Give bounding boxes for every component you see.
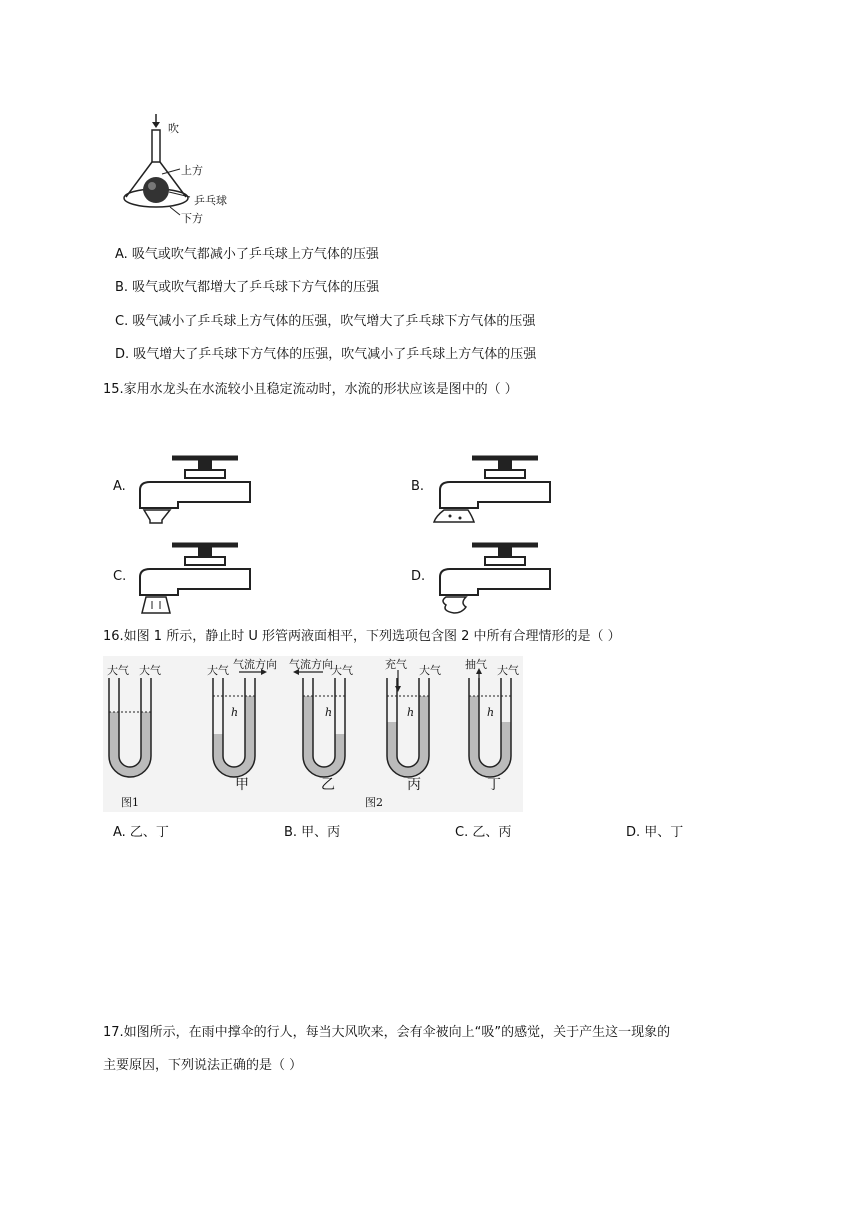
q15-option-a-label: A. bbox=[113, 479, 126, 494]
q17-stem-line1: 17.如图所示，在雨中撑伞的行人，每当大风吹来，会有伞被向上“吸”的感觉，关于产生这一现象的 bbox=[103, 1025, 671, 1040]
ding-h: h bbox=[487, 706, 495, 719]
fig2-caption: 图2 bbox=[365, 796, 383, 809]
bing-fill: 充气 bbox=[385, 658, 407, 671]
q16-stem: 16.如图 1 所示，静止时 U 形管两液面相平，下列选项包含图 2 中所有合理情形的是（ ） bbox=[103, 629, 621, 644]
q14-option-b: B. 吸气或吹气都增大了乒乓球下方气体的压强 bbox=[115, 280, 380, 295]
ding-atm: 大气 bbox=[497, 664, 519, 677]
q16-option-d: D. 甲、丁 bbox=[626, 825, 684, 840]
q16-option-b: B. 甲、丙 bbox=[284, 825, 341, 840]
q15-stem: 15.家用水龙头在水流较小且稳定流动时，水流的形状应该是图中的（ ） bbox=[103, 382, 518, 397]
label-above: 上方 bbox=[181, 164, 203, 177]
u-tube-jia bbox=[213, 678, 255, 777]
jia-h: h bbox=[231, 706, 239, 719]
ding-pump: 抽气 bbox=[465, 658, 487, 671]
fig1-atm-right: 大气 bbox=[139, 664, 161, 677]
bing-atm: 大气 bbox=[419, 664, 441, 677]
yi-name: 乙 bbox=[321, 777, 335, 793]
u-tube-diagram bbox=[103, 656, 523, 812]
bing-h: h bbox=[407, 706, 415, 719]
u-tube-ding bbox=[469, 678, 511, 777]
faucet-a-figure bbox=[130, 450, 255, 525]
yi-atm: 大气 bbox=[331, 664, 353, 677]
q16-option-a: A. 乙、丁 bbox=[113, 825, 169, 840]
ding-name: 丁 bbox=[487, 777, 501, 793]
q14-option-a: A. 吸气或吹气都减小了乒乓球上方气体的压强 bbox=[115, 247, 379, 262]
u-tube-bing bbox=[387, 678, 429, 777]
q16-option-c: C. 乙、丙 bbox=[455, 825, 512, 840]
faucet-d-figure bbox=[430, 537, 555, 615]
q15-option-c-label: C. bbox=[113, 569, 127, 584]
fig1-caption: 图1 bbox=[121, 796, 139, 809]
u-tube-yi bbox=[303, 678, 345, 777]
u-tube-fig1 bbox=[109, 678, 151, 777]
yi-flow: 气流方向 bbox=[289, 658, 333, 671]
q14-option-d: D. 吸气增大了乒乓球下方气体的压强，吹气减小了乒乓球上方气体的压强 bbox=[115, 347, 537, 362]
faucet-b-figure bbox=[430, 450, 555, 525]
label-blow: 吹 bbox=[168, 122, 179, 135]
q14-option-c: C. 吸气减小了乒乓球上方气体的压强，吹气增大了乒乓球下方气体的压强 bbox=[115, 314, 536, 329]
q17-stem-line2: 主要原因，下列说法正确的是（ ） bbox=[103, 1058, 303, 1073]
fig1-atm-left: 大气 bbox=[107, 664, 129, 677]
jia-atm: 大气 bbox=[207, 664, 229, 677]
label-ball: 乒乓球 bbox=[194, 194, 227, 207]
label-below: 下方 bbox=[181, 212, 203, 225]
q14-figure bbox=[118, 112, 258, 230]
jia-name: 甲 bbox=[235, 777, 249, 793]
q15-option-d-label: D. bbox=[411, 569, 426, 584]
q15-option-b-label: B. bbox=[411, 479, 425, 494]
q16-figure bbox=[103, 656, 523, 812]
jia-flow: 气流方向 bbox=[233, 658, 277, 671]
bing-name: 丙 bbox=[407, 777, 421, 793]
yi-h: h bbox=[325, 706, 333, 719]
faucet-c-figure bbox=[130, 537, 255, 615]
